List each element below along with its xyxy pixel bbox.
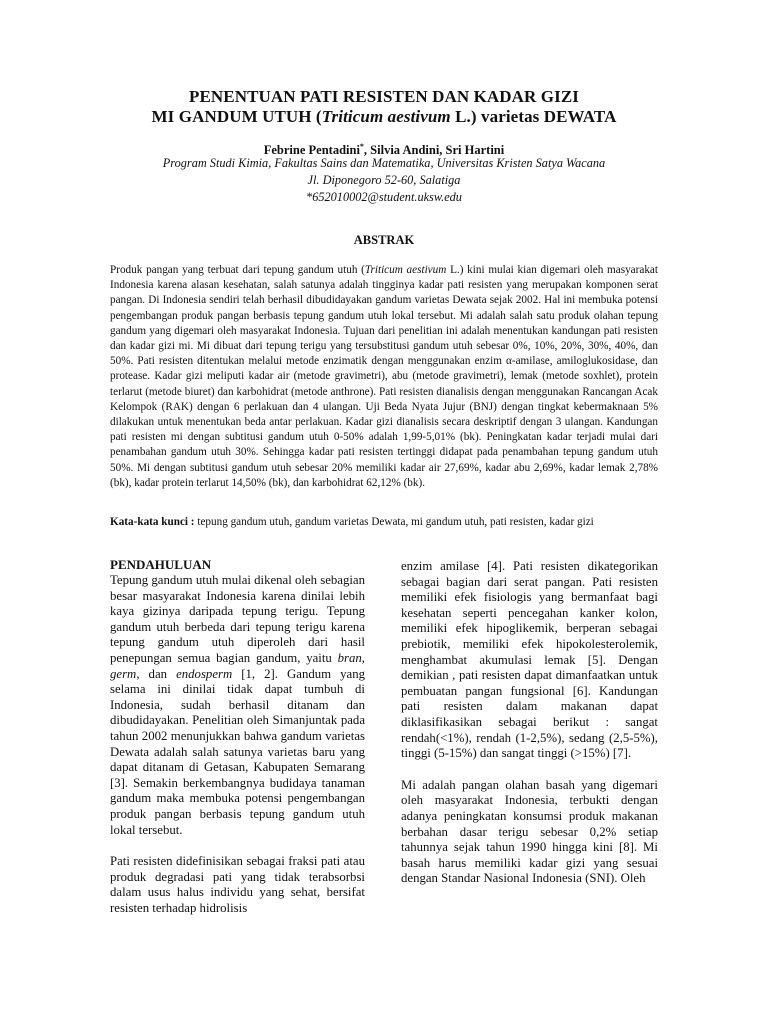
term-endosperm: endosperm	[176, 666, 233, 681]
intro-p1-text-end: [1, 2]. Gandum yang selama ini dinilai tidak dapat tumbuh di Indonesia, sudah berhasil ditanam dan dibudidayakan. Penelitian oleh Simanjuntak pada tahun 2002 menunjukkan bahwa gandum varietas Dewata adalah salah satunya varietas baru yang dapat ditanam di Getasan, Kabupaten Semarang [3]. Semakin berkembangnya budidaya tanaman gandum maka membuka potensi pengembangan produk pangan berbasis tepung gandum utuh lokal tersebut.	[110, 666, 366, 837]
title-text-end: L.) varietas DEWATA	[450, 107, 617, 126]
affiliation-address: Jl. Diponegoro 52-60, Salatiga	[307, 173, 461, 187]
keywords-label: Kata-kata kunci :	[110, 516, 195, 528]
intro-p1-text: Tepung gandum utuh mulai dikenal oleh sebagian besar masyarakat Indonesia karena dinilai lebih kaya gizinya daripada tepung terigu. Tepung gandum utuh berbeda dari tepung terigu karena tepung gandum utuh diperoleh dari hasil penepungan semua bagian gandum, yaitu	[110, 573, 365, 665]
intro-p1-sep: ,	[361, 650, 365, 665]
intro-heading: PENDAHULUAN	[110, 557, 212, 572]
title-text: MI GANDUM UTUH (	[151, 107, 322, 126]
term-germ: germ	[110, 666, 137, 681]
right-column	[401, 559, 658, 903]
intro-paragraph-1	[110, 573, 365, 838]
term-bran: bran	[337, 650, 362, 665]
co-authors: , Silvia Andini, Sri Hartini	[363, 143, 505, 158]
intro-p1-sep: , dan	[136, 666, 177, 681]
paper-title-line-1: PENENTUAN PATI RESISTEN DAN KADAR GIZI	[189, 87, 579, 106]
affiliation-institution: Program Studi Kimia, Fakultas Sains dan Matematika, Universitas Kristen Satya Wacana	[162, 156, 606, 170]
abstract-species: Triticum aestivum	[364, 264, 447, 276]
paper-title-line-2	[0, 107, 768, 127]
keywords-text: tepung gandum utuh, gandum varietas Dewata, mi gandum utuh, pati resisten, kadar gizi	[194, 516, 594, 528]
intro-paragraph-4: Mi adalah pangan olahan basah yang digemari oleh masyarakat Indonesia, terbukti dengan adanya peningkatan konsumsi produk makanan berbahan dasar terigu sebesar 0,2% setiap tahunnya sejak tahun 1990 hingga kini [8]. Mi basah harus memiliki kadar gizi yang sesuai dengan Standar Nasional Indonesia (SNI). Oleh	[401, 777, 658, 886]
intro-paragraph-3: enzim amilase [4]. Pati resisten dikategorikan sebagai bagian dari serat pangan. Pati resisten memiliki efek fisiologis yang bermanfaat bagi kesehatan seperti pencegahan kanker kolon, memiliki efek hipoglikemik, berperan sebagai prebiotik, memiliki efek hipokolesterolemik, menghambat akumulasi lemak [5]. Dengan demikian , pati resisten dapat dimanfaatkan untuk pembuatan pangan fungsional [6]. Kandungan pati resisten dalam makanan dapat diklasifikasikan sebagai berikut : sangat rendah(<1%), rendah (1-2,5%), sedang (2,5-5%), tinggi (5-15%) dan sangat tinggi (>15%) [7].	[401, 559, 658, 761]
corresponding-mark: *	[359, 142, 364, 151]
affiliation-email: *652010002@student.uksw.edu	[306, 190, 462, 204]
intro-paragraph-2: Pati resisten didefinisikan sebagai fraksi pati atau produk degradasi pati yang tidak terabsorbsi dalam usus halus individu yang sehat, bersifat resisten terhadap hidrolisis	[110, 854, 365, 915]
abstract-text-rest: L.) kini mulai kian digemari oleh masyarakat Indonesia karena alasan kesehatan, salah satunya adalah tingginya kadar pati resisten yang merupakan komponen serat pangan. Di Indonesia sendiri telah berhasil dibudidayakan gandum varietas Dewata sejak 2002. Hal ini membuka potensi pengembangan produk pangan berbasis tepung gandum utuh lokal tersebut. Mi adalah salah satu produk olahan tepung gandum yang digemari oleh masyarakat Indonesia. Tujuan dari penelitian ini adalah menentukan kandungan pati resisten dan kadar gizi mi. Mi dibuat dari tepung terigu yang tersubstitusi gandum utuh sebesar 0%, 10%, 20%, 30%, 40%, dan 50%. Pati resisten ditentukan melalui metode enzimatik dengan menggunakan enzim α-amilase, amiloglukosidase, dan protease. Kadar gizi meliputi kadar air (metode gravimetri), abu (metode gravimetri), lemak (metode soxhlet), protein terlarut (metode biuret) dan karbohidrat (metode anthrone). Pati resisten dianalisis dengan menggunakan Rancangan Acak Kelompok (RAK) dengan 6 perlakuan dan 4 ulangan. Uji Beda Nyata Jujur (BNJ) dengan tingkat kebermaknaan 5% dilakukan untuk menentukan beda antar perlakuan. Kadar gizi dianalisis secara deskriptif dengan 3 ulangan. Kandungan pati resisten mi dengan subtitusi gandum utuh 0-50% adalah 1,99-5,01% (bk). Peningkatan kadar terjadi mulai dari penambahan gandum utuh 30%. Sehingga kadar pati resisten tertinggi didapat pada penambahan tepung gandum utuh 50%. Mi dengan subtitusi gandum utuh sebesar 20% memiliki kadar air 27,69%, kadar abu 2,69%, kadar lemak 2,78% (bk), kadar protein terlarut 14,50% (bk), dan karbohidrat 62,12% (bk).	[110, 264, 658, 489]
title-species: Triticum aestivum	[321, 107, 451, 126]
abstract-heading: ABSTRAK	[353, 233, 415, 247]
keywords	[110, 515, 658, 530]
left-column	[110, 557, 365, 932]
abstract-text: Produk pangan yang terbuat dari tepung gandum utuh (	[110, 264, 365, 276]
first-author: Febrine Pentadini	[263, 143, 360, 158]
abstract-body	[110, 263, 658, 491]
